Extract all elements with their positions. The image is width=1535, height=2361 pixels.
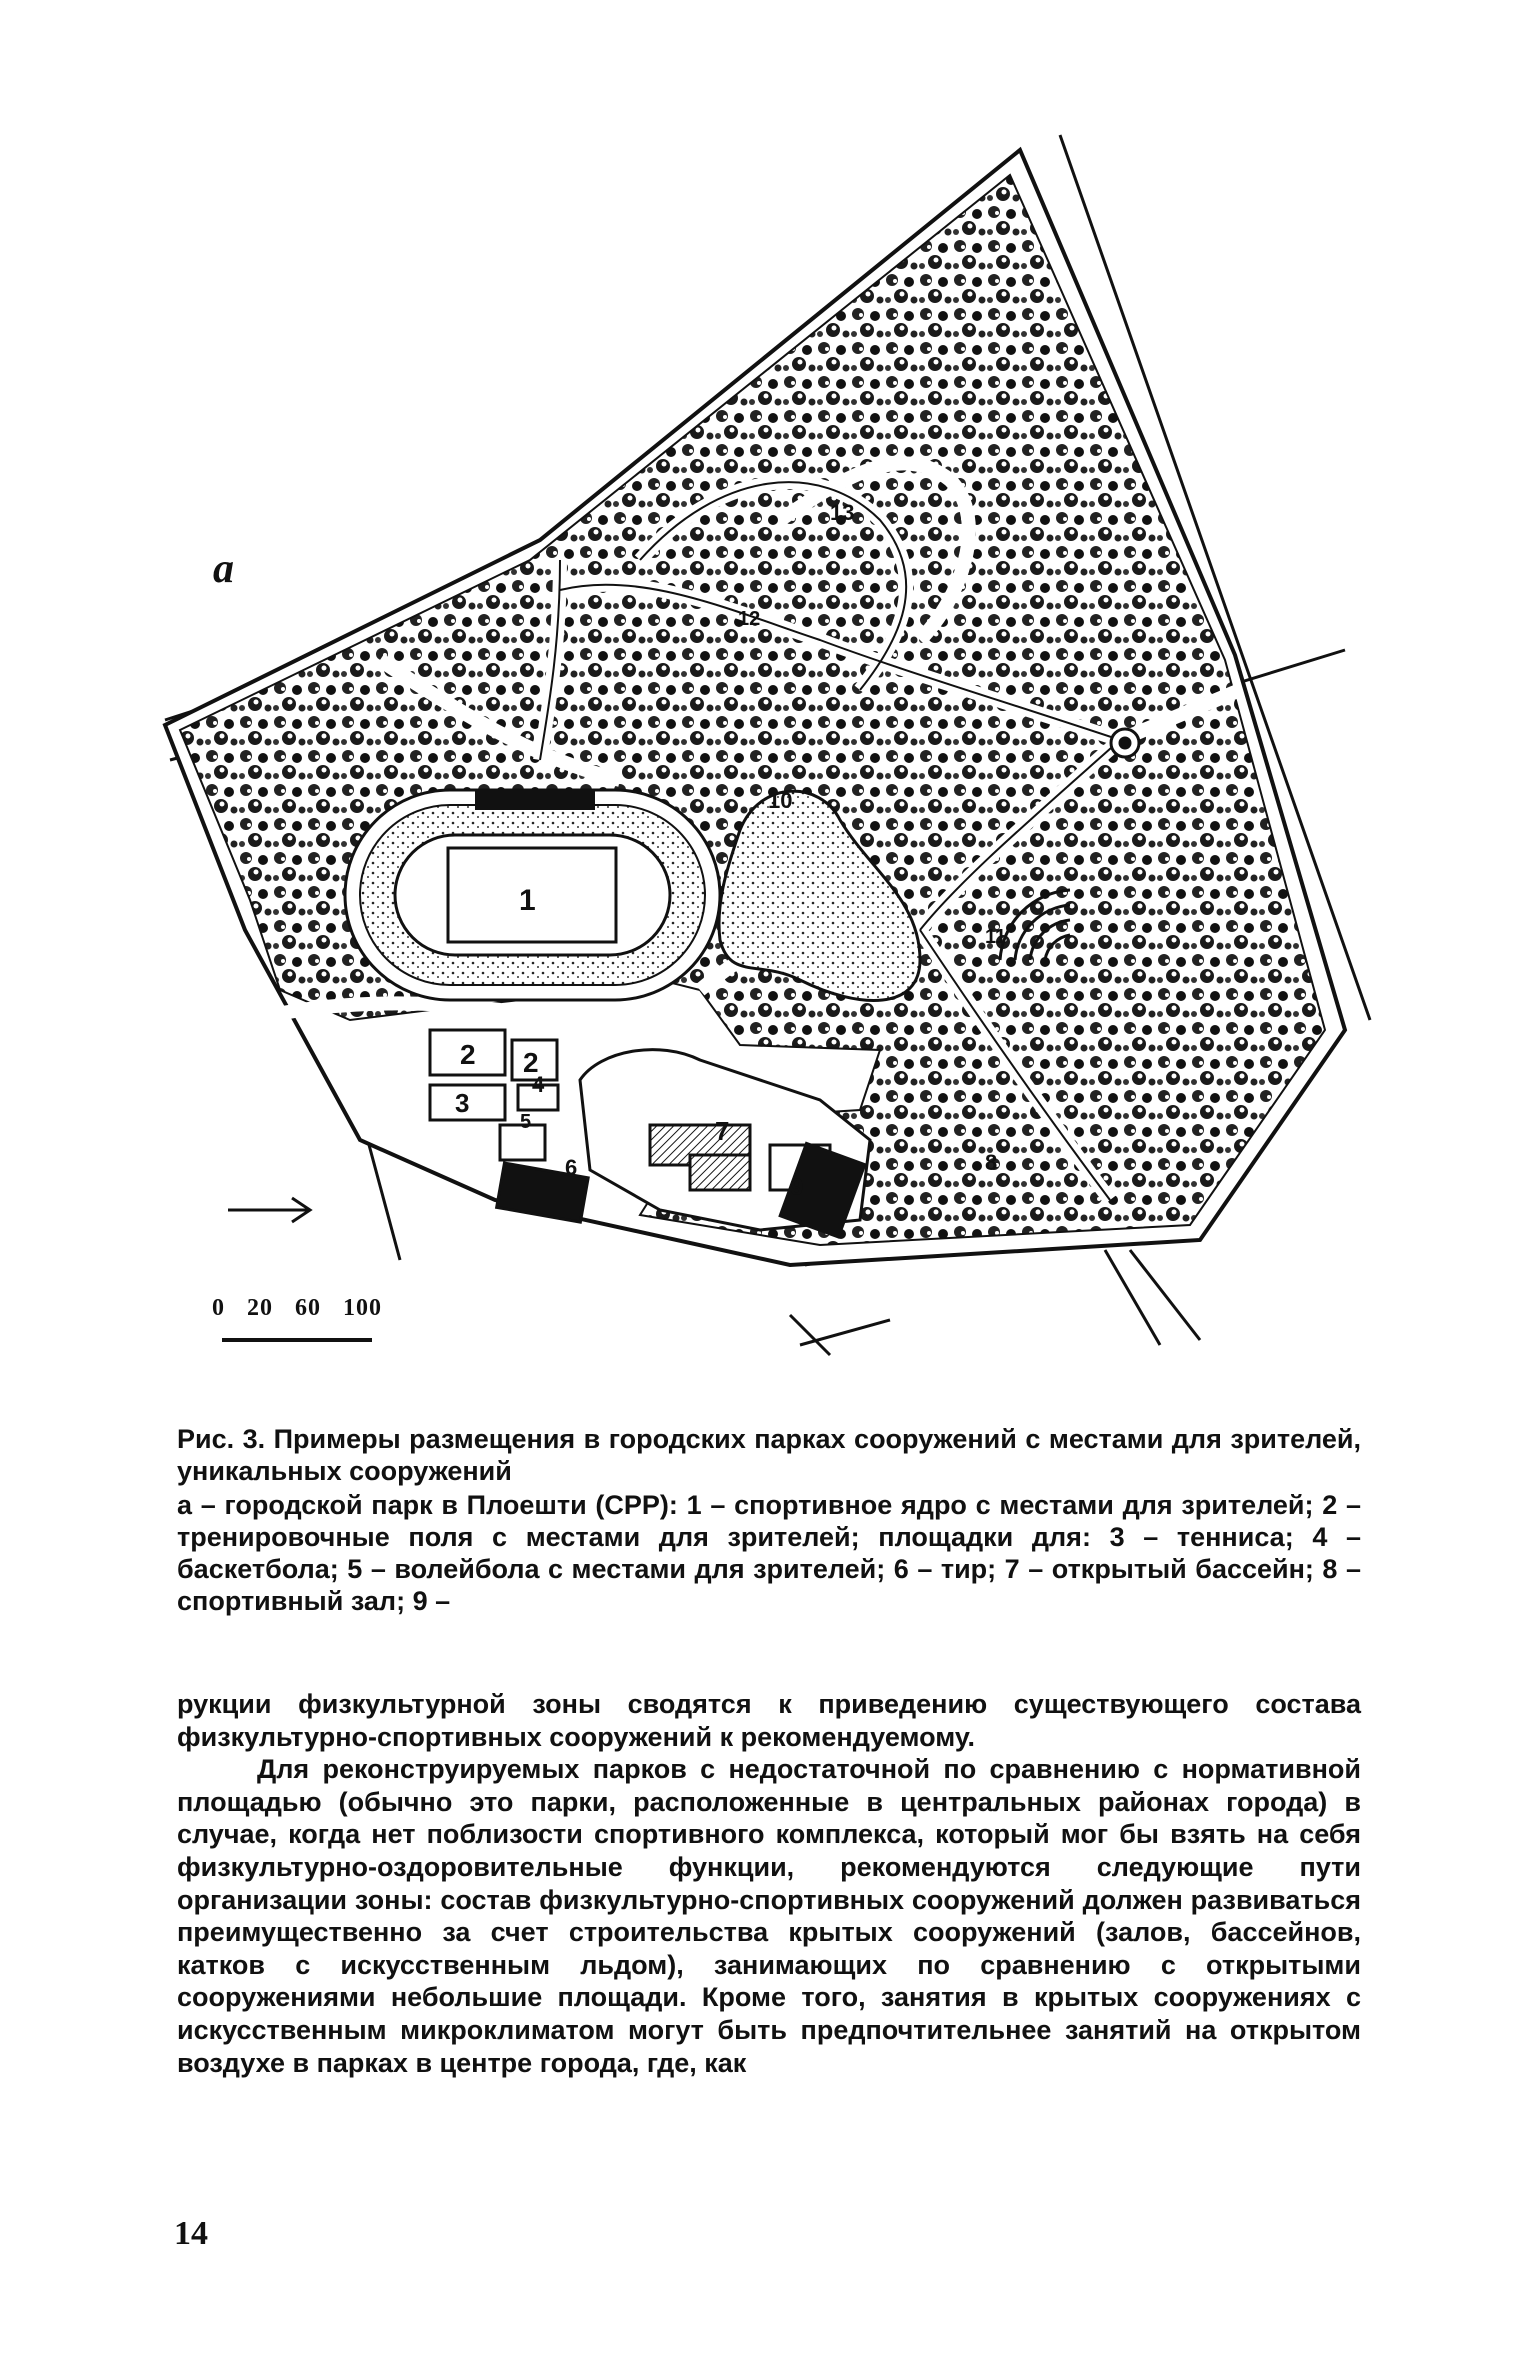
marker-8: 8 bbox=[985, 1150, 998, 1175]
marker-4: 4 bbox=[532, 1072, 545, 1097]
marker-7: 7 bbox=[715, 1116, 730, 1146]
marker-5: 5 bbox=[520, 1111, 532, 1133]
scale-labels bbox=[212, 1295, 404, 1322]
marker-2a: 2 bbox=[460, 1039, 476, 1070]
marker-9: 9 bbox=[790, 1174, 804, 1201]
roundabout bbox=[1111, 729, 1139, 757]
scale-bar bbox=[222, 1338, 372, 1342]
marker-1: 1 bbox=[519, 884, 536, 917]
caption-legend: а – городской парк в Плоешти (СРР): 1 – спортивное ядро с местами для зрителей; 2 – тренировочные поля с местами для зрителей; площадки для: 3 – тенниса; 4 – баскетбола; 5 – волейбола с местами для зрителей; 6 – тир; 7 – открытый бассейн; 8 – спортивный зал; 9 – bbox=[177, 1490, 1361, 1616]
marker-3: 3 bbox=[455, 1088, 470, 1118]
body-text bbox=[177, 1688, 1361, 2079]
north-arrow bbox=[228, 1198, 310, 1222]
scale-tick-100: 100 bbox=[343, 1295, 382, 1321]
marker-10: 10 bbox=[768, 788, 793, 813]
marker-2b: 2 bbox=[523, 1047, 539, 1078]
scale-tick-60: 60 bbox=[295, 1295, 321, 1321]
figure-letter: a bbox=[213, 546, 234, 592]
caption-title: Рис. 3. Примеры размещения в городских парках сооружений с местами для зрителей, уникальных сооружений bbox=[177, 1424, 1361, 1486]
marker-6: 6 bbox=[565, 1155, 578, 1180]
figure-caption bbox=[177, 1423, 1361, 1617]
scale-tick-20: 20 bbox=[247, 1295, 273, 1321]
paragraph-2: Для реконструируемых парков с недостаточной по сравнению с нормативной площадью (обычно это парки, расположенные в центральных районах города) в случае, когда нет поблизости спортивного комплекса, который мог бы взять на себя физкультурно-оздоровительные функции, рекомендуются следующие пути организации зоны: состав физкультурно-спортивных сооружений должен развиваться преимущественно за счет строительства крытых сооружений (залов, бассейнов, катков с искусственным льдом), занимающих по сравнению с открытыми сооружениями небольшие площади. Кроме того, занятия в крытых сооружениях с искусственным микроклиматом могут быть предпочтительнее занятий на открытом воздухе в парках в центре города, где, как bbox=[177, 1754, 1361, 2078]
marker-12: 12 bbox=[738, 608, 761, 630]
scale-tick-0: 0 bbox=[212, 1295, 225, 1321]
marker-11: 11 bbox=[985, 926, 1007, 948]
paragraph-1: рукции физкультурной зоны сводятся к приведению существующего состава физкультурно-спортивных сооружений к рекомендуемому. bbox=[177, 1689, 1361, 1752]
page-number: 14 bbox=[174, 2215, 208, 2252]
marker-13: 13 bbox=[830, 500, 855, 525]
